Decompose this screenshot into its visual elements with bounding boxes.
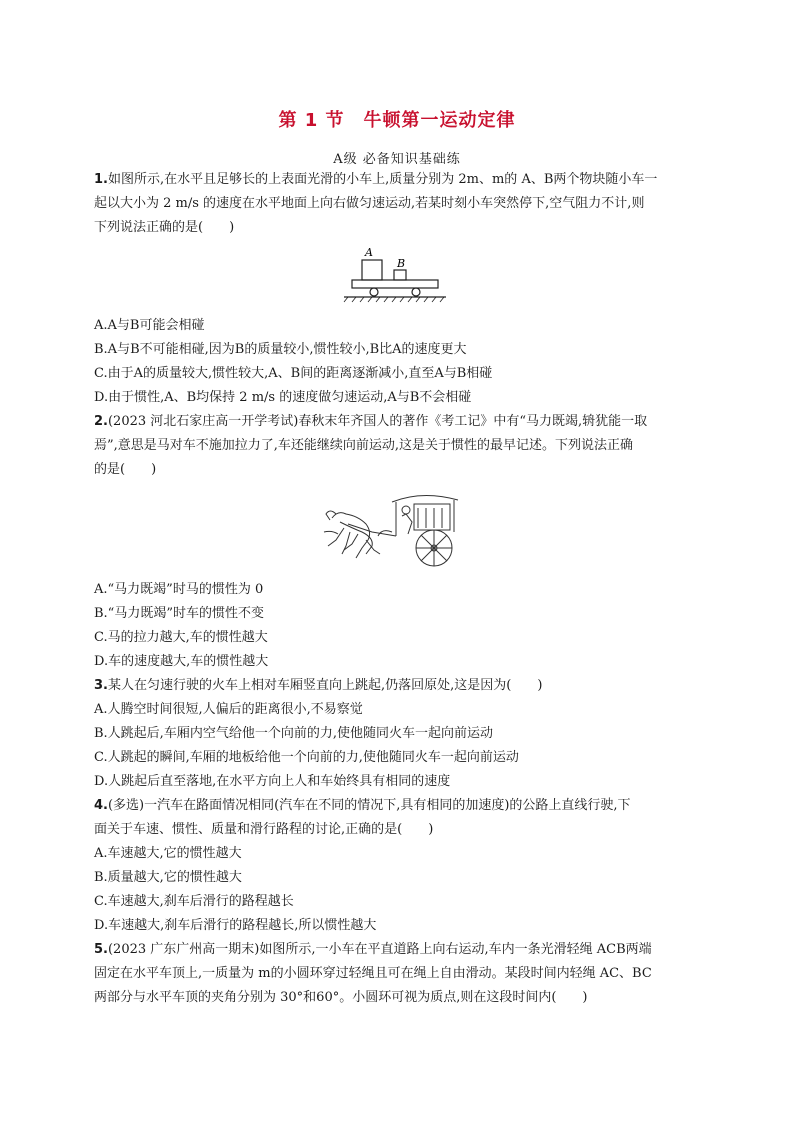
q2-number: 2. [94,414,108,429]
q1-line-1: 1.如图所示,在水平且足够长的上表面光滑的小车上,质量分别为 2m、m的 A、B两个物块随小车一 [94,172,658,187]
block-b [394,270,406,280]
q3-line-1: 3.某人在匀速行驶的火车上相对车厢竖直向上跳起,仍落回原处,这是因为( ) [94,678,543,693]
cart-body [352,280,438,288]
page-title: 第 1 节 牛顿第一运动定律 [278,110,516,131]
q1-option-b: B.A与B不可能相碰,因为B的质量较小,惯性较小,B比A的速度更大 [94,342,467,357]
q3-option-c: C.人跳起的瞬间,车厢的地板给他一个向前的力,使他随同火车一起向前运动 [94,750,519,765]
q1-option-c: C.由于A的质量较大,惯性较大,A、B间的距离逐渐减小,直至A与B相碰 [94,366,493,381]
cart-wheel-right [412,288,420,296]
q4-line-2: 面关于车速、惯性、质量和滑行路程的讨论,正确的是( ) [94,822,434,837]
cart-with-blocks-figure [340,240,450,306]
q1-number: 1. [94,172,108,187]
q2-option-b: B.“马力既竭”时车的惯性不变 [94,606,264,621]
q3-option-d: D.人跳起后直至落地,在水平方向上人和车始终具有相同的速度 [94,774,451,789]
block-a-label: A [365,246,373,259]
q1-option-a: A.A与B可能会相碰 [94,318,205,333]
q4-line-1: 4.(多选)一汽车在路面情况相同(汽车在不同的情况下,具有相同的加速度)的公路上直线行驶,下 [94,798,631,813]
section-heading: A级 必备知识基础练 [333,152,461,167]
q2-option-d: D.车的速度越大,车的惯性越大 [94,654,269,669]
q4-option-d: D.车速越大,刹车后滑行的路程越长,所以惯性越大 [94,918,377,933]
horse-chariot-illustration [322,488,468,574]
q2-option-c: C.马的拉力越大,车的惯性越大 [94,630,268,645]
q5-line-1: 5.(2023 广东广州高一期末)如图所示,一小车在平直道路上向右运动,车内一条光滑轻绳 ACB两端 [94,942,652,957]
q5-number: 5. [94,942,108,957]
q4-option-c: C.车速越大,刹车后滑行的路程越长 [94,894,294,909]
q2-line-1: 2.(2023 河北石家庄高一开学考试)春秋末年齐国人的著作《考工记》中有“马力既竭,辀犹能一取 [94,414,648,429]
q4-option-a: A.车速越大,它的惯性越大 [94,846,242,861]
block-b-label: B [397,257,406,270]
q3-option-a: A.人腾空时间很短,人偏后的距离很小,不易察觉 [94,702,363,717]
q5-line-2: 固定在水平车顶上,一质量为 m的小圆环穿过轻绳且可在绳上自由滑动。某段时间内轻绳 AC、BC [94,966,652,981]
q3-option-b: B.人跳起后,车厢内空气给他一个向前的力,使他随同火车一起向前运动 [94,726,493,741]
q5-line-3: 两部分与水平车顶的夹角分别为 30°和60°。小圆环可视为质点,则在这段时间内( ) [94,990,588,1005]
block-a [362,260,382,280]
q1-option-d: D.由于惯性,A、B均保持 2 m/s 的速度做匀速运动,A与B不会相碰 [94,390,472,405]
q4-number: 4. [94,798,108,813]
q2-line-3: 的是( ) [94,462,157,477]
q3-number: 3. [94,678,108,693]
q2-option-a: A.“马力既竭”时马的惯性为 0 [94,582,264,597]
ground-hatching [344,297,444,302]
cart-wheel-left [370,288,378,296]
q1-line-3: 下列说法正确的是( ) [94,220,235,235]
q4-option-b: B.质量越大,它的惯性越大 [94,870,242,885]
q2-line-2: 焉”,意思是马对车不施加拉力了,车还能继续向前运动,这是关于惯性的最早记述。下列说法正确 [94,438,634,453]
q1-line-2: 起以大小为 2 m/s 的速度在水平地面上向右做匀速运动,若某时刻小车突然停下,空气阻力不计,则 [94,196,645,211]
